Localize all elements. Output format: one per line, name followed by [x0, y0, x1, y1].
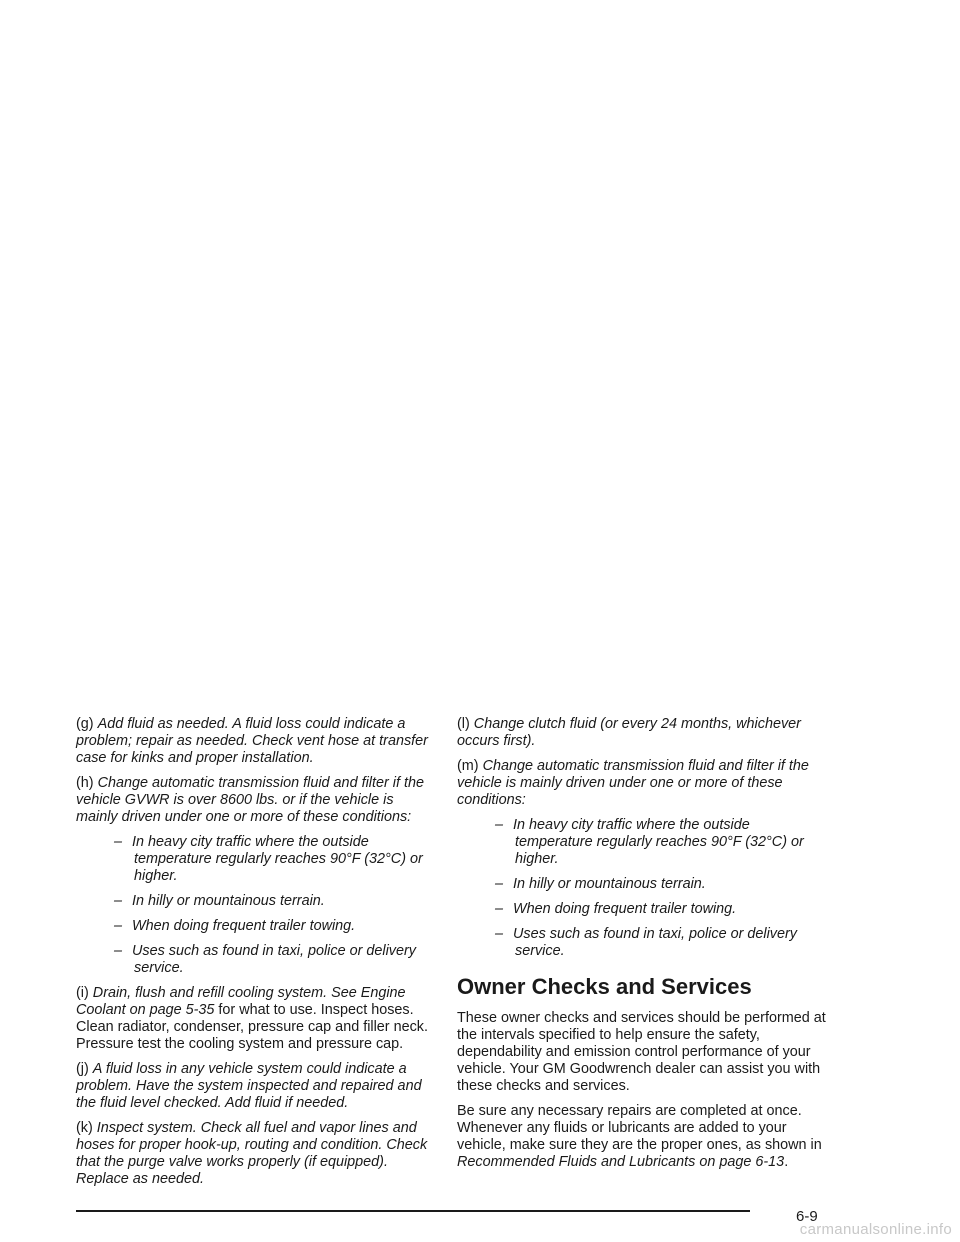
watermark: carmanualsonline.info: [799, 1221, 952, 1238]
h-bullet-3: – When doing frequent trailer towing.: [114, 918, 356, 934]
h-bullet-2: – In hilly or mountainous terrain.: [114, 893, 325, 909]
m-bullet-3: – When doing frequent trailer towing.: [495, 901, 737, 917]
right-column: [457, 716, 829, 1179]
item-m: (m) Change automatic transmission fluid and filter if the vehicle is mainly driven under one or more of these conditions:: [457, 758, 809, 808]
engine-coolant-link[interactable]: Drain, flush and refill cooling system. See Engine Coolant on page 5-35: [76, 985, 406, 1018]
m-bullet-2: – In hilly or mountainous terrain.: [495, 876, 706, 892]
h-bullet-1: – In heavy city traffic where the outside temperature regularly reaches 90°F (32°C) or higher.: [114, 834, 423, 884]
section-heading: Owner Checks and Services: [457, 974, 752, 999]
item-i: (i) Drain, flush and refill cooling system. See Engine Coolant on page 5-35 for what to use. Inspect hoses. Clean radiator, condenser, pressure cap and filler neck. Pressure test the cooling system and pressure cap.: [76, 985, 428, 1052]
footer-rule: [76, 1210, 750, 1212]
item-j: (j) A fluid loss in any vehicle system could indicate a problem. Have the system inspected and repaired and the fluid level checked. Add fluid if needed.: [76, 1061, 422, 1111]
item-l: (l) Change clutch fluid (or every 24 months, whichever occurs first).: [457, 716, 801, 749]
recommended-fluids-link[interactable]: Recommended Fluids and Lubricants on page 6-13: [457, 1154, 785, 1170]
item-g: (g) Add fluid as needed. A fluid loss could indicate a problem; repair as needed. Check vent hose at transfer case for kinks and proper installation.: [76, 716, 428, 766]
item-k: (k) Inspect system. Check all fuel and vapor lines and hoses for proper hook-up, routing and condition. Check that the purge valve works properly (if equipped). Replace as needed.: [76, 1120, 428, 1187]
m-bullet-1: – In heavy city traffic where the outside temperature regularly reaches 90°F (32°C) or higher.: [495, 817, 804, 867]
item-h: (h) Change automatic transmission fluid and filter if the vehicle GVWR is over 8600 lbs. or if the vehicle is mainly driven under one or more of these conditions:: [76, 775, 424, 825]
page-number: 6-9: [796, 1208, 818, 1225]
intro-paragraph: These owner checks and services should be performed at the intervals specified to help ensure the safety, dependability and emission control performance of your vehicle. Your GM Goodwrench dealer can assist you with these checks and services.: [457, 1010, 826, 1094]
m-bullet-4: – Uses such as found in taxi, police or delivery service.: [495, 926, 797, 959]
h-bullet-4: – Uses such as found in taxi, police or delivery service.: [114, 943, 416, 976]
left-column: [76, 716, 438, 1196]
fluids-paragraph: Be sure any necessary repairs are completed at once. Whenever any fluids or lubricants are added to your vehicle, make sure they are the proper ones, as shown in Recommended Fluids and Lubricants on page 6-13.: [457, 1103, 822, 1170]
